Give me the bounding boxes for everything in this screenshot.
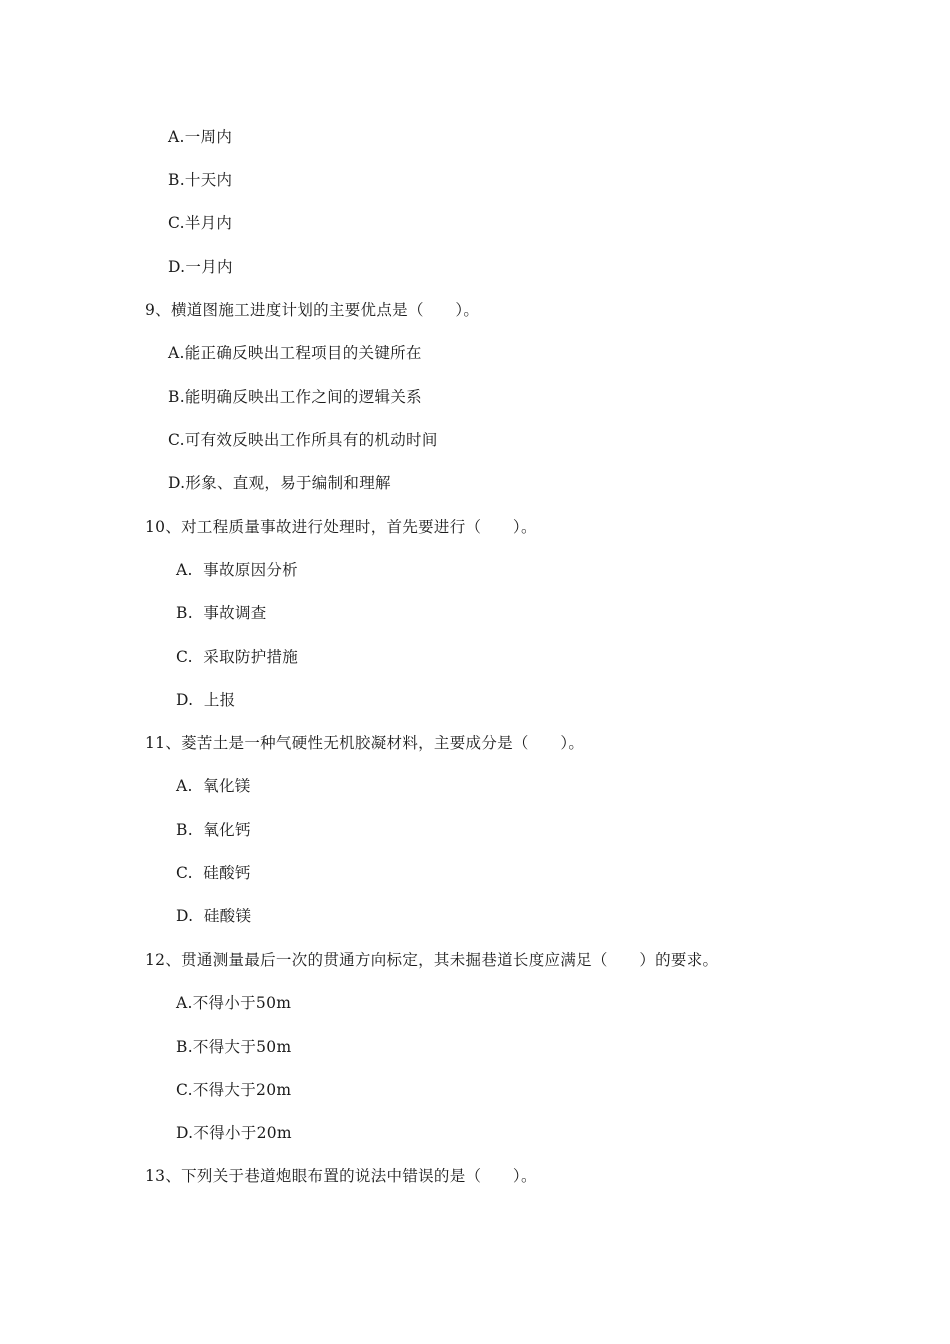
- q12-option-b: B.不得大于50m: [176, 1038, 292, 1056]
- q11-option-c: C. 硅酸钙: [176, 864, 251, 882]
- q10-option-a: A. 事故原因分析: [176, 561, 298, 579]
- q8-option-d: D.一月内: [168, 258, 233, 276]
- q10-option-b: B. 事故调查: [176, 604, 267, 622]
- q12-option-a: A.不得小于50m: [176, 994, 292, 1012]
- q9-option-d: D.形象、直观，易于编制和理解: [168, 474, 391, 492]
- q9-option-b: B.能明确反映出工作之间的逻辑关系: [168, 388, 422, 406]
- q12-stem: 12、贯通测量最后一次的贯通方向标定，其未掘巷道长度应满足（ ）的要求。: [145, 951, 719, 969]
- q11-option-b: B. 氧化钙: [176, 821, 251, 839]
- q8-option-c: C.半月内: [168, 214, 233, 232]
- q12-option-d: D.不得小于20m: [176, 1124, 292, 1142]
- q13-stem: 13、下列关于巷道炮眼布置的说法中错误的是（ ）。: [145, 1167, 537, 1185]
- q12-option-c: C.不得大于20m: [176, 1081, 292, 1099]
- q10-option-d: D. 上报: [176, 691, 236, 709]
- q10-option-c: C. 采取防护措施: [176, 648, 299, 666]
- q8-option-b: B.十天内: [168, 171, 233, 189]
- q11-stem: 11、菱苦土是一种气硬性无机胶凝材料，主要成分是（ ）。: [145, 734, 585, 752]
- q9-option-c: C.可有效反映出工作所具有的机动时间: [168, 431, 438, 449]
- q11-option-d: D. 硅酸镁: [176, 907, 252, 925]
- q11-option-a: A. 氧化镁: [176, 777, 251, 795]
- q9-option-a: A.能正确反映出工程项目的关键所在: [168, 344, 422, 362]
- q10-stem: 10、对工程质量事故进行处理时，首先要进行（ ）。: [145, 518, 537, 536]
- q8-option-a: A.一周内: [168, 128, 233, 146]
- q9-stem: 9、横道图施工进度计划的主要优点是（ ）。: [145, 301, 480, 319]
